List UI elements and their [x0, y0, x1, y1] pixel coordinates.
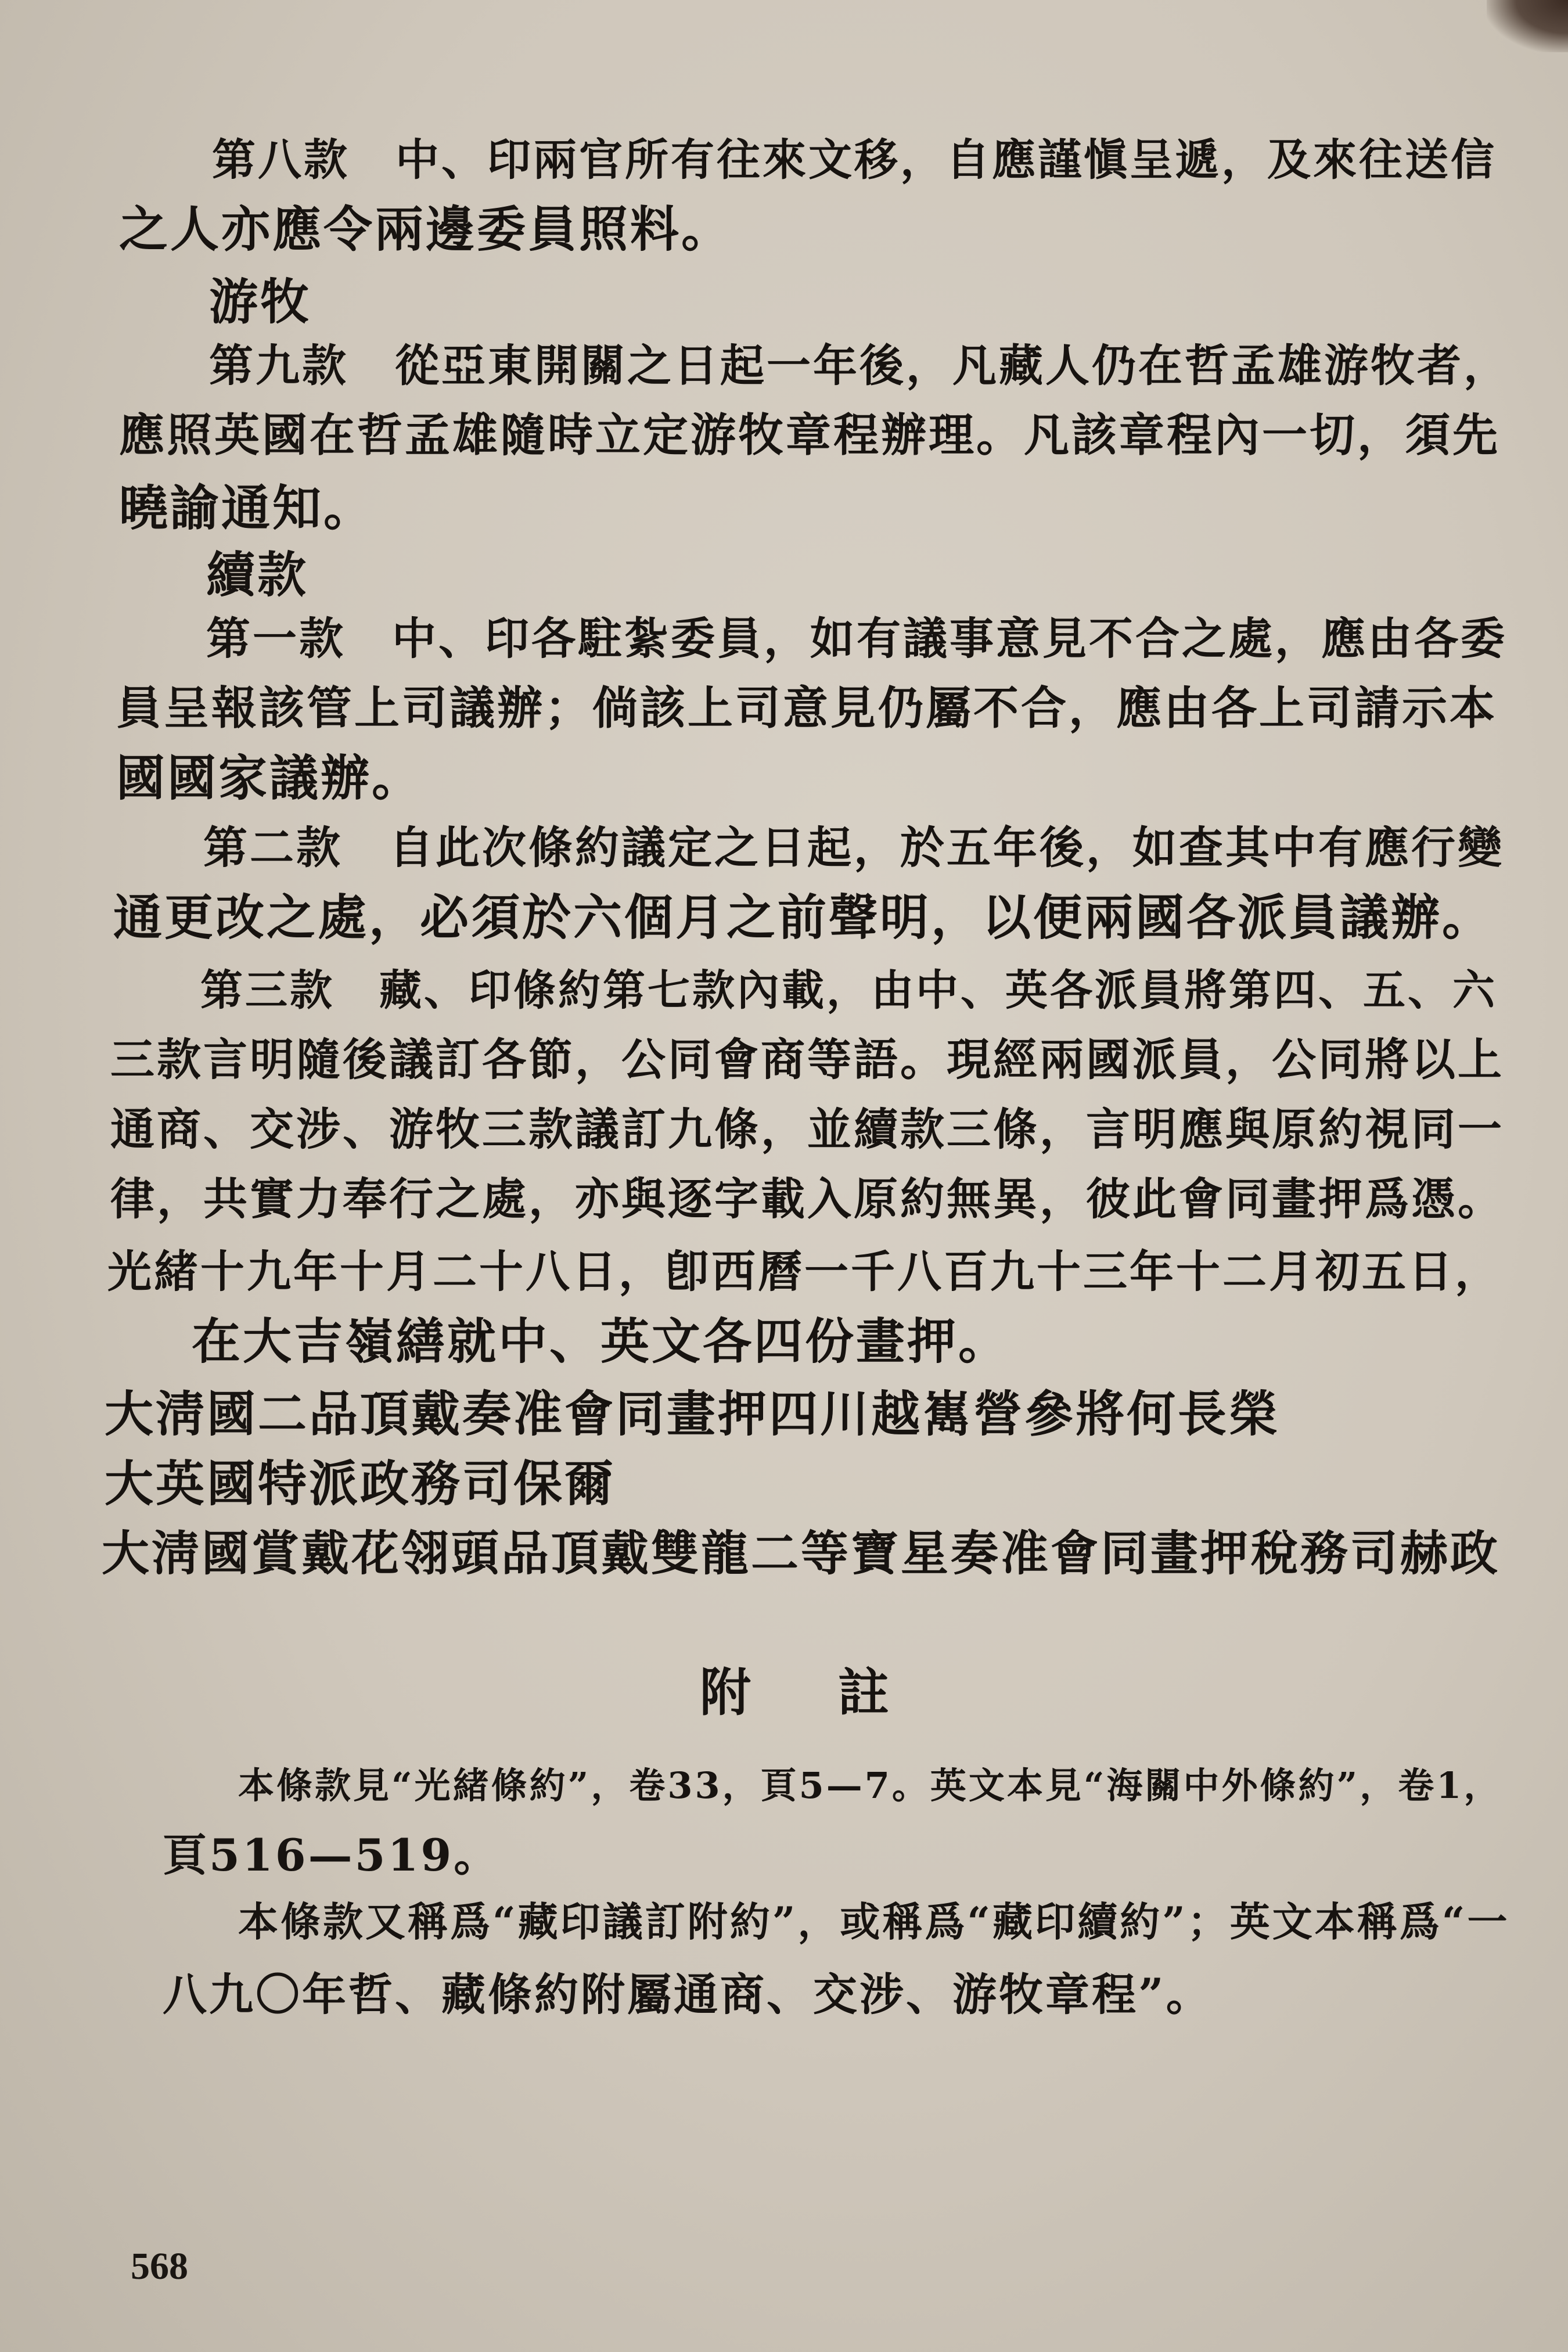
supplement-3-line-1: 第三款 藏、印條約第七款內載，由中、英各派員將第四、五、六 [200, 965, 1497, 1015]
article-9-line-1: 第九款 從亞東開關之日起一年後，凡藏人仍在哲孟雄游牧者， [209, 340, 1510, 391]
note-1-line-2: 頁516—519。 [163, 1829, 501, 1881]
note-2-line-2: 八九〇年哲、藏條約附屬通商、交涉、游牧章程”。 [163, 1969, 1213, 2020]
section-heading-supplement: 續款 [206, 546, 309, 603]
page-corner-shadow [1487, 0, 1568, 52]
supplement-2-line-2: 通更改之處，必須於六個月之前聲明，以便兩國各派員議辦。 [113, 889, 1494, 946]
note-2-line-1: 本條款又稱爲“藏印議訂附約”，或稱爲“藏印續約”；英文本稱爲“一 [238, 1898, 1510, 1945]
signatory-qing-1: 大淸國二品頂戴奏准會同畫押四川越嶲營參將何長榮 [105, 1385, 1281, 1443]
article-8-line-2: 之人亦應令兩邊委員照料。 [119, 200, 733, 258]
article-9-line-3: 曉諭通知。 [119, 479, 375, 537]
signatory-britain: 大英國特派政務司保爾 [105, 1455, 616, 1512]
supplement-3-line-2: 三款言明隨後議訂各節，公同會商等語。現經兩國派員，公同將以上 [110, 1034, 1504, 1085]
signatory-qing-2: 大淸國賞戴花翎頭品頂戴雙龍二等寶星奏准會同畫押稅務司赫政 [102, 1526, 1501, 1581]
supplement-3-line-4: 律，共實力奉行之處，亦與逐字載入原約無異，彼此會同畫押爲憑。 [110, 1173, 1504, 1225]
page-number: 568 [131, 2245, 188, 2288]
place-line: 在大吉嶺繕就中、英文各四份畫押。 [192, 1312, 1010, 1370]
note-1-line-1: 本條款見“光緒條約”，卷33，頁5—7。英文本見“海關中外條約”，卷1， [238, 1764, 1502, 1807]
supplement-1-line-3: 國國家議辦。 [116, 749, 423, 807]
section-heading-grazing: 游牧 [209, 273, 312, 330]
date-line: 光緒十九年十月二十八日，卽西曆一千八百九十三年十二月初五日， [107, 1246, 1501, 1297]
supplement-1-line-2: 員呈報該管上司議辦；倘該上司意見仍屬不合，應由各上司請示本 [116, 682, 1498, 735]
supplement-3-line-3: 通商、交涉、游牧三款議訂九條，並續款三條，言明應與原約視同一 [110, 1103, 1504, 1155]
supplement-1-line-1: 第一款 中、印各駐紮委員，如有議事意見不合之處，應由各委 [206, 613, 1507, 664]
article-9-line-2: 應照英國在哲孟雄隨時立定游牧章程辦理。凡該章程內一切，須先 [119, 409, 1501, 462]
notes-heading: 附註 [700, 1662, 977, 1722]
article-8-line-1: 第八款 中、印兩官所有往來文移，自應謹愼呈遞，及來往送信 [212, 134, 1497, 185]
supplement-2-line-1: 第二款 自此次條約議定之日起，於五年後，如查其中有應行變 [203, 822, 1504, 873]
